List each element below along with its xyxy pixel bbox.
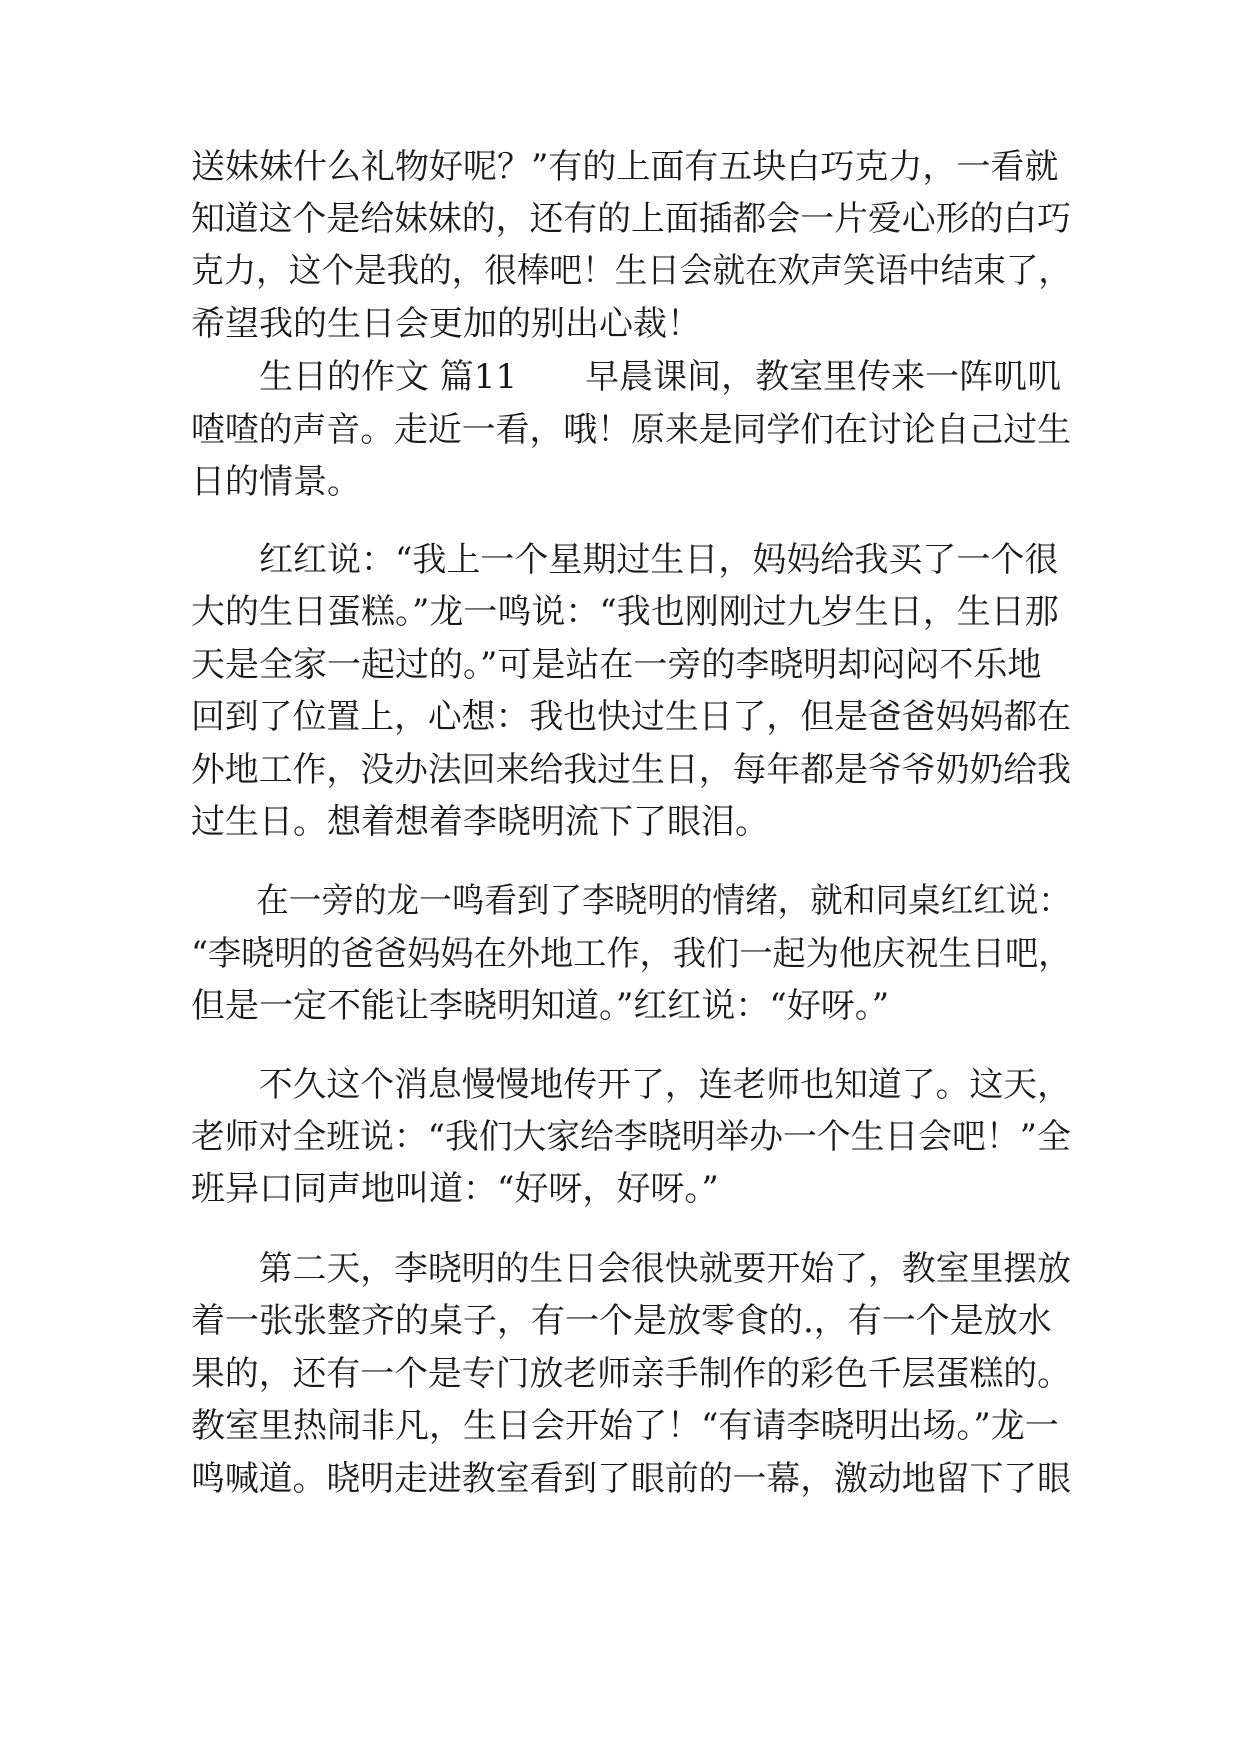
text-line: 外地工作，没办法回来给我过生日，每年都是爷爷奶奶给我 xyxy=(191,750,1071,790)
text-line: “李晓明的爸爸妈妈在外地工作，我们一起为他庆祝生日吧， xyxy=(191,934,1072,974)
text-line: 过生日。想着想着李晓明流下了眼泪。 xyxy=(191,802,769,842)
text-line: 红红说：“我上一个星期过生日，妈妈给我买了一个很 xyxy=(191,540,1059,580)
text-line: 班异口同声地叫道：“好呀，好呀。” xyxy=(191,1169,719,1209)
text-line: 回到了位置上，心想：我也快过生日了，但是爸爸妈妈都在 xyxy=(191,697,1071,737)
text-line: 大的生日蛋糕。”龙一鸣说：“我也刚刚过九岁生日，生日那 xyxy=(191,592,1059,632)
text-line: 送妹妹什么礼物好呢？”有的上面有五块白巧克力，一看就 xyxy=(191,147,1059,187)
text-line: 果的，还有一个是专门放老师亲手制作的彩色千层蛋糕的。 xyxy=(191,1354,1071,1394)
text-line: 着一张张整齐的桌子，有一个是放零食的.，有一个是放水 xyxy=(191,1301,1052,1341)
text-line: 喳喳的声音。走近一看，哦！原来是同学们在讨论自己过生 xyxy=(191,410,1071,450)
text-line: 日的情景。 xyxy=(191,462,361,502)
text-line: 在一旁的龙一鸣看到了李晓明的情绪，就和同桌红红说： xyxy=(191,881,1071,921)
text-line: 老师对全班说：“我们大家给李晓明举办一个生日会吧！”全 xyxy=(191,1117,1071,1157)
text-line: 生日的作文 篇11 早晨课间，教室里传来一阵叽叽 xyxy=(191,357,1062,397)
text-line: 希望我的生日会更加的别出心裁！ xyxy=(191,304,701,344)
text-line: 教室里热闹非凡，生日会开始了！“有请李晓明出场。”龙一 xyxy=(191,1406,1059,1446)
text-line: 第二天，李晓明的生日会很快就要开始了，教室里摆放 xyxy=(191,1249,1071,1289)
text-line: 不久这个消息慢慢地传开了，连老师也知道了。这天， xyxy=(191,1065,1071,1105)
text-line: 知道这个是给妹妹的，还有的上面插都会一片爱心形的白巧 xyxy=(191,199,1071,239)
text-line: 但是一定不能让李晓明知道。”红红说：“好呀。” xyxy=(191,986,890,1026)
text-line: 克力，这个是我的，很棒吧！生日会就在欢声笑语中结束了， xyxy=(191,251,1071,291)
text-line: 天是全家一起过的。”可是站在一旁的李晓明却闷闷不乐地 xyxy=(191,645,1042,685)
text-line: 鸣喊道。晓明走进教室看到了眼前的一幕，激动地留下了眼 xyxy=(191,1459,1071,1499)
